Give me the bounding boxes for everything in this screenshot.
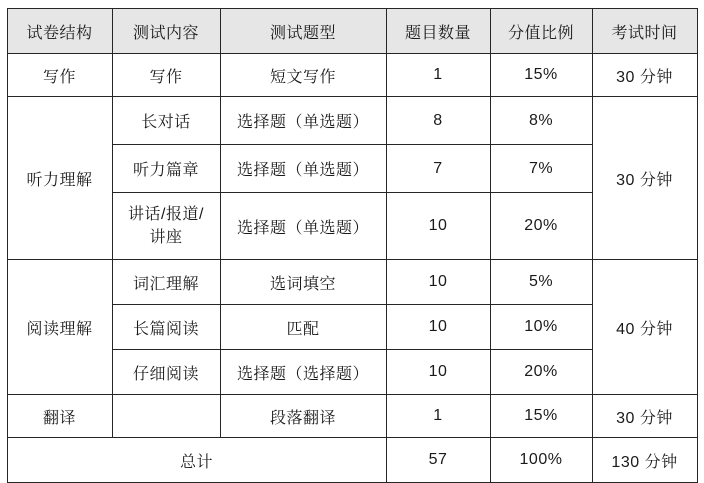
cell-time-listening: 30 分钟 bbox=[592, 97, 697, 260]
table-header bbox=[7, 9, 697, 54]
cell-total-count: 57 bbox=[386, 438, 490, 483]
cell-ratio-listening-passage: 7% bbox=[490, 145, 592, 193]
column-header-count: 题目数量 bbox=[386, 9, 490, 54]
cell-ratio-writing: 15% bbox=[490, 54, 592, 97]
cell-ratio-translation: 15% bbox=[490, 395, 592, 438]
cell-count-long-dialogue: 8 bbox=[386, 97, 490, 145]
cell-total-label: 总计 bbox=[7, 438, 386, 483]
table-total-row bbox=[7, 438, 697, 483]
cell-content-lecture-line2: 讲座 bbox=[149, 229, 183, 246]
cell-type-careful-reading: 选择题（选择题） bbox=[220, 350, 386, 395]
cell-type-listening-passage: 选择题（单选题） bbox=[220, 145, 386, 193]
cell-type-translation: 段落翻译 bbox=[220, 395, 386, 438]
cell-total-ratio: 100% bbox=[490, 438, 592, 483]
cell-time-translation: 30 分钟 bbox=[592, 395, 697, 438]
cell-type-long-reading: 匹配 bbox=[220, 305, 386, 350]
table-row bbox=[7, 260, 697, 305]
cell-count-listening-passage: 7 bbox=[386, 145, 490, 193]
table-row bbox=[7, 395, 697, 438]
cell-time-writing: 30 分钟 bbox=[592, 54, 697, 97]
cell-content-lecture bbox=[112, 193, 220, 260]
cell-ratio-long-dialogue: 8% bbox=[490, 97, 592, 145]
cell-content-long-reading: 长篇阅读 bbox=[112, 305, 220, 350]
cell-structure-reading: 阅读理解 bbox=[7, 260, 112, 395]
cell-type-writing: 短文写作 bbox=[220, 54, 386, 97]
cell-type-vocabulary: 选词填空 bbox=[220, 260, 386, 305]
cell-content-translation bbox=[112, 395, 220, 438]
cell-count-careful-reading: 10 bbox=[386, 350, 490, 395]
cell-count-writing: 1 bbox=[386, 54, 490, 97]
cell-ratio-vocabulary: 5% bbox=[490, 260, 592, 305]
cell-content-lecture-line1: 讲话/报道/ bbox=[128, 205, 204, 223]
cell-structure-listening: 听力理解 bbox=[7, 97, 112, 260]
cell-type-lecture: 选择题（单选题） bbox=[220, 193, 386, 260]
cell-structure-writing: 写作 bbox=[7, 54, 112, 97]
column-header-content: 测试内容 bbox=[112, 9, 220, 54]
cell-count-vocabulary: 10 bbox=[386, 260, 490, 305]
cell-count-translation: 1 bbox=[386, 395, 490, 438]
column-header-structure: 试卷结构 bbox=[7, 9, 112, 54]
cell-count-long-reading: 10 bbox=[386, 305, 490, 350]
cell-type-long-dialogue: 选择题（单选题） bbox=[220, 97, 386, 145]
cell-content-long-dialogue: 长对话 bbox=[112, 97, 220, 145]
column-header-type: 测试题型 bbox=[220, 9, 386, 54]
cell-ratio-long-reading: 10% bbox=[490, 305, 592, 350]
table-header-row bbox=[7, 9, 697, 54]
table-body bbox=[7, 54, 697, 483]
table-row bbox=[7, 97, 697, 145]
cell-time-reading: 40 分钟 bbox=[592, 260, 697, 395]
cell-ratio-lecture: 20% bbox=[490, 193, 592, 260]
column-header-ratio: 分值比例 bbox=[490, 9, 592, 54]
cell-content-listening-passage: 听力篇章 bbox=[112, 145, 220, 193]
table-row bbox=[7, 54, 697, 97]
cell-total-time: 130 分钟 bbox=[592, 438, 697, 483]
cell-content-writing: 写作 bbox=[112, 54, 220, 97]
column-header-time: 考试时间 bbox=[592, 9, 697, 54]
cell-structure-translation: 翻译 bbox=[7, 395, 112, 438]
cell-content-vocabulary: 词汇理解 bbox=[112, 260, 220, 305]
cell-ratio-careful-reading: 20% bbox=[490, 350, 592, 395]
cell-count-lecture: 10 bbox=[386, 193, 490, 260]
exam-structure-table bbox=[7, 8, 698, 483]
cell-content-careful-reading: 仔细阅读 bbox=[112, 350, 220, 395]
